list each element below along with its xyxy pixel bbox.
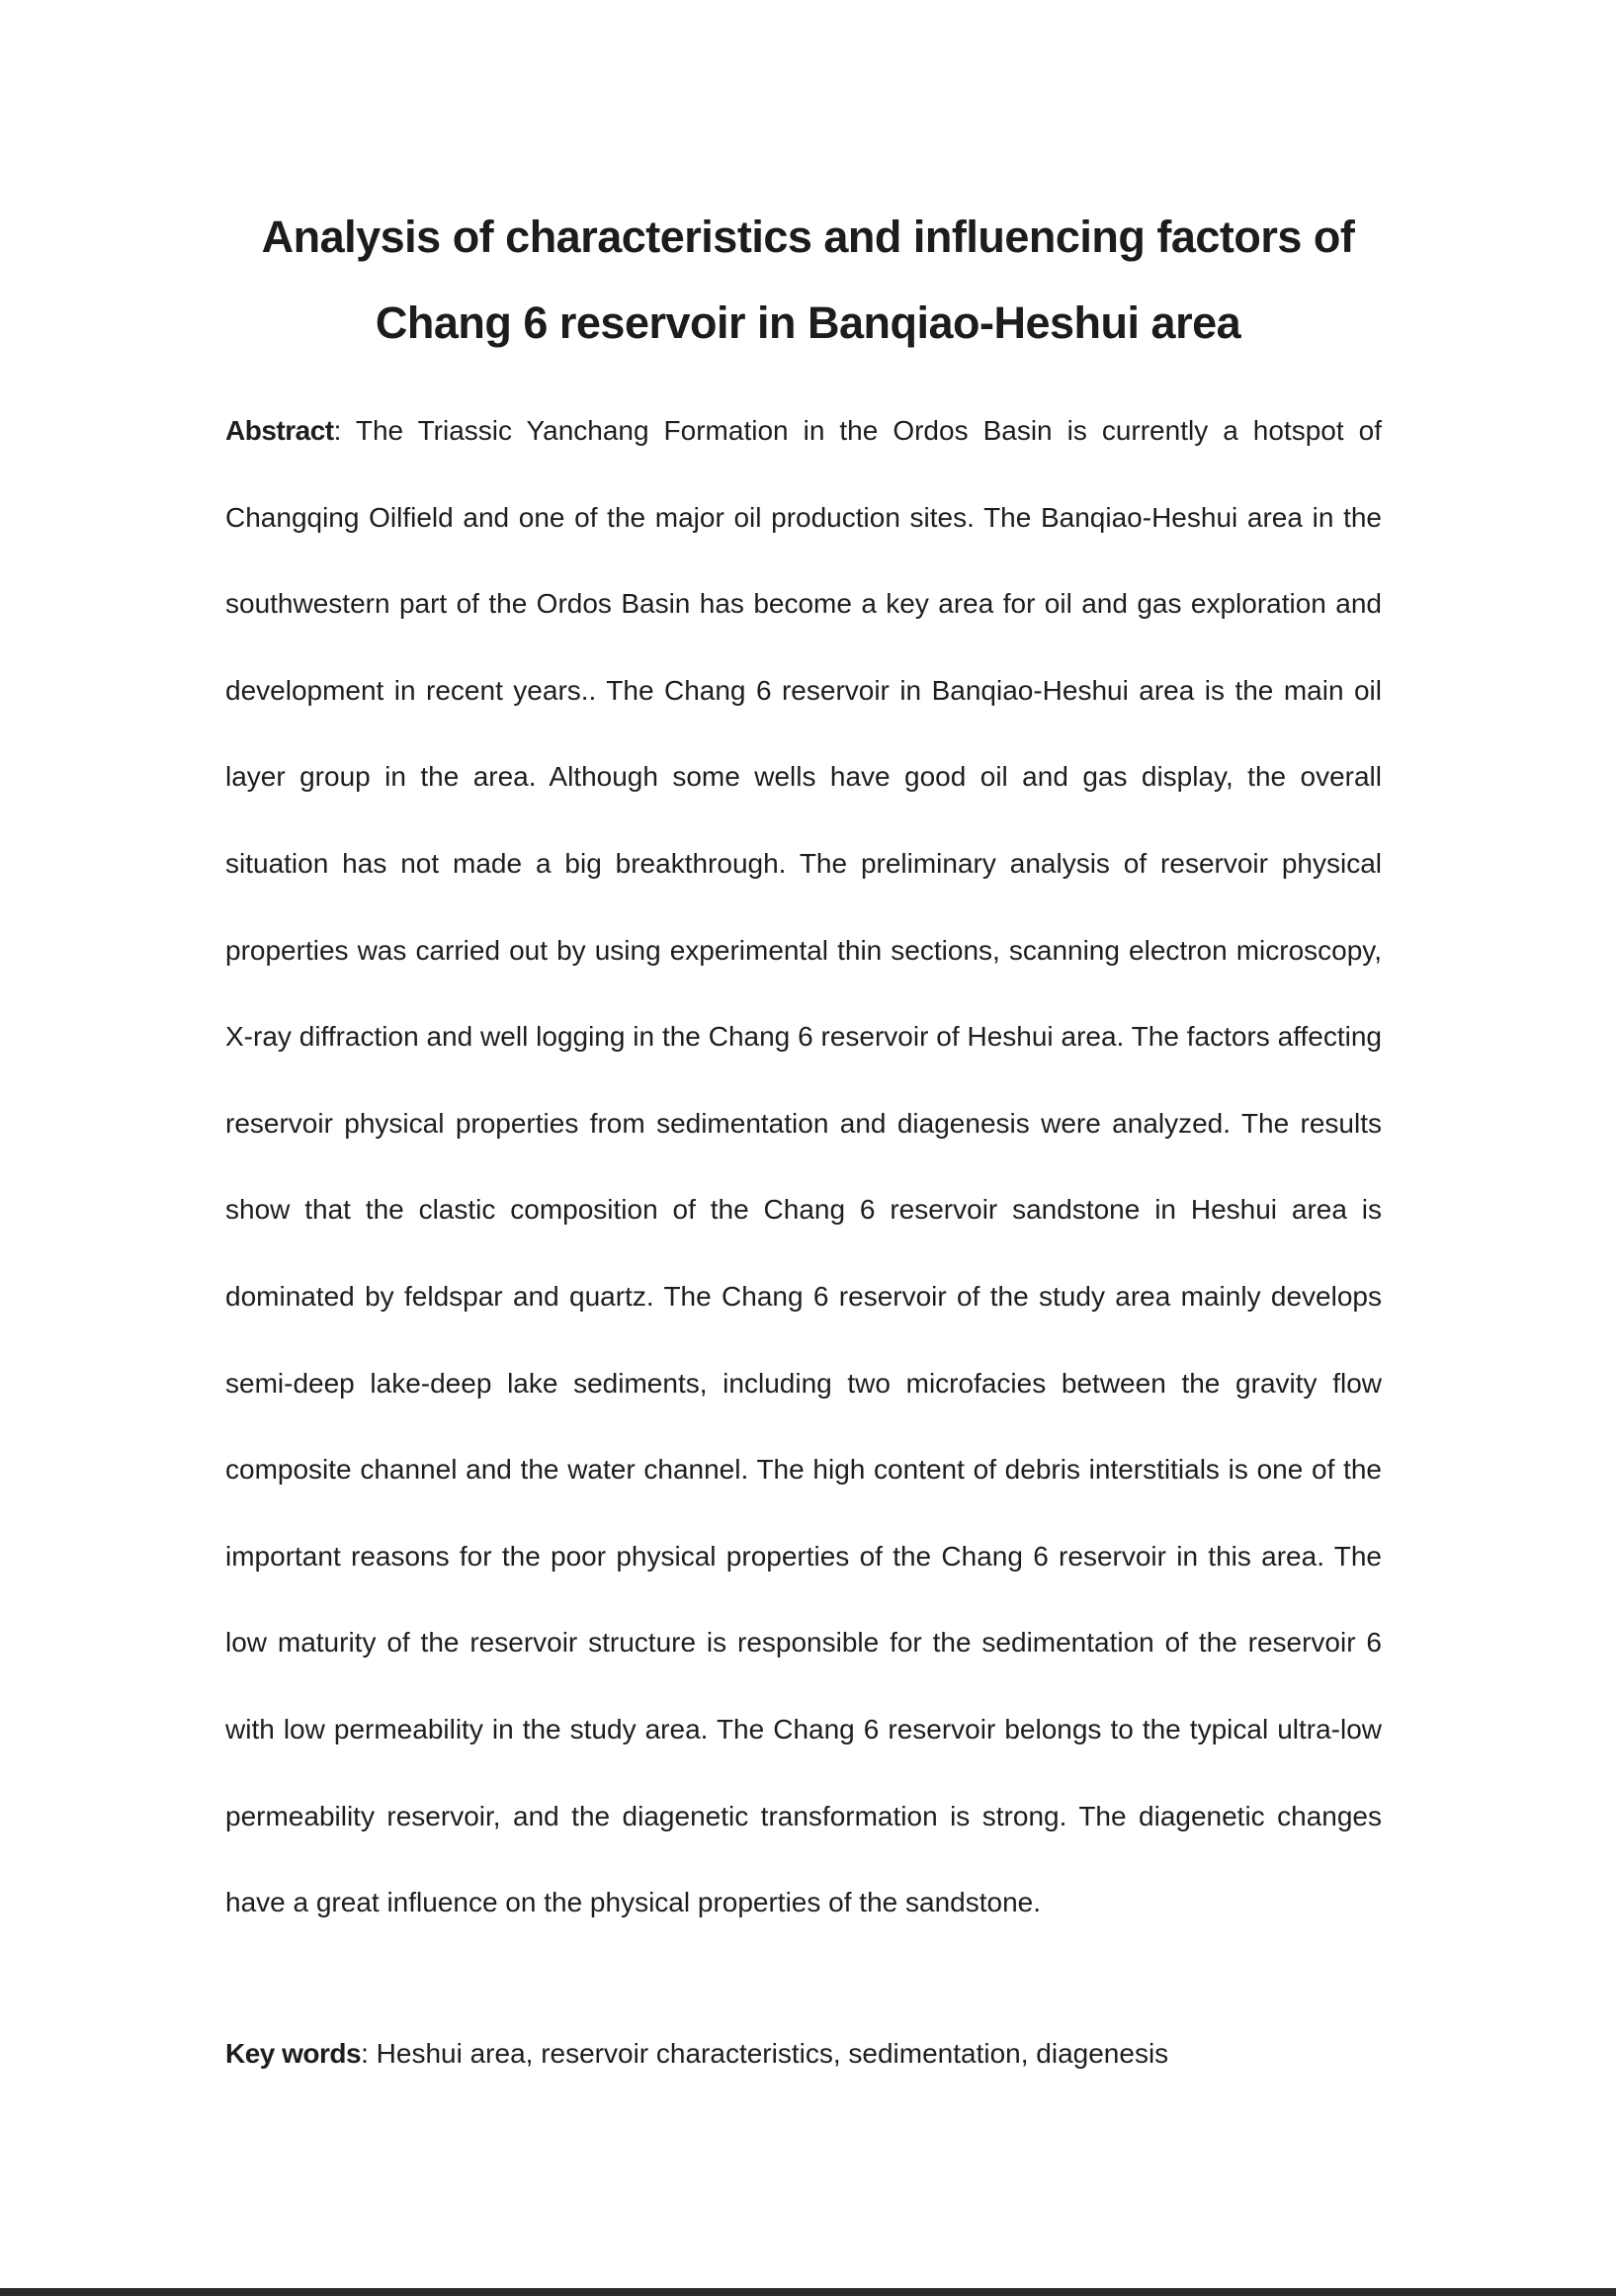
abstract-paragraph: Abstract: The Triassic Yanchang Formation in the Ordos Basin is currently a hotspot of Changqing Oilfield and one of the major oil production sites. The Banqiao-Heshui area in the southwestern part of the Ordos Basin has become a key area for oil and gas exploration and development in recent years.. The Chang 6 reservoir in Banqiao-Heshui area is the main oil layer group in the area. Although some wells have good oil and gas display, the overall situation has not made a big breakthrough. The preliminary analysis of reservoir physical properties was carried out by using experimental thin sections, scanning electron microscopy, X-ray diffraction and well logging in the Chang 6 reservoir of Heshui area. The factors affecting reservoir physical properties from sedimentation and diagenesis were analyzed. The results show that the clastic composition of the Chang 6 reservoir sandstone in Heshui area is dominated by feldspar and quartz. The Chang 6 reservoir of the study area mainly develops semi-deep lake-deep lake sediments, including two microfacies between the gravity flow composite channel and the water channel. The high content of debris interstitials is one of the important reasons for the poor physical properties of the Chang 6 reservoir in this area. The low maturity of the reservoir structure is responsible for the sedimentation of the reservoir 6 with low permeability in the study area. The Chang 6 reservoir belongs to the typical ultra-low permeability reservoir, and the diagenetic transformation is strong. The diagenetic changes have a great influence on the physical properties of the sandstone.	[225, 415, 1382, 1918]
page-bottom-edge	[0, 2288, 1616, 2296]
abstract-label: Abstract	[225, 415, 334, 446]
abstract-text: The Triassic Yanchang Formation in the Ordos Basin is currently a hotspot of Changqing Oilfield and one of the major oil production sites. The Banqiao-Heshui area in the southwestern part of the Ordos Basin has become a key area for oil and gas exploration and development in recent years.. The Chang 6 reservoir in Banqiao-Heshui area is the main oil layer group in the area. Although some wells have good oil and gas display, the overall situation has not made a big breakthrough. The preliminary analysis of reservoir physical properties was carried out by using experimental thin sections, scanning electron microscopy, X-ray diffraction and well logging in the Chang 6 reservoir of Heshui area. The factors affecting reservoir physical properties from sedimentation and diagenesis were analyzed. The results show that the clastic composition of the Chang 6 reservoir sandstone in Heshui area is dominated by feldspar and quartz. The Chang 6 reservoir of the study area mainly develops semi-deep lake-deep lake sediments, including two microfacies between the gravity flow composite channel and the water channel. The high content of debris interstitials is one of the important reasons for the poor physical properties of the Chang 6 reservoir in this area. The low maturity of the reservoir structure is responsible for the sedimentation of the reservoir 6 with low permeability in the study area. The Chang 6 reservoir belongs to the typical ultra-low permeability reservoir, and the diagenetic transformation is strong. The diagenetic changes have a great influence on the physical properties of the sandstone.	[225, 415, 1382, 1918]
keywords-paragraph: Key words: Heshui area, reservoir characteristics, sedimentation, diagenesis	[225, 2038, 1169, 2069]
title-line-1: Analysis of characteristics and influencing factors of	[261, 212, 1355, 262]
keywords-label: Key words	[225, 2038, 362, 2069]
title-line-2: Chang 6 reservoir in Banqiao-Heshui area	[375, 298, 1241, 348]
page-title	[198, 194, 1418, 366]
keywords-text: Heshui area, reservoir characteristics, sedimentation, diagenesis	[376, 2038, 1169, 2069]
